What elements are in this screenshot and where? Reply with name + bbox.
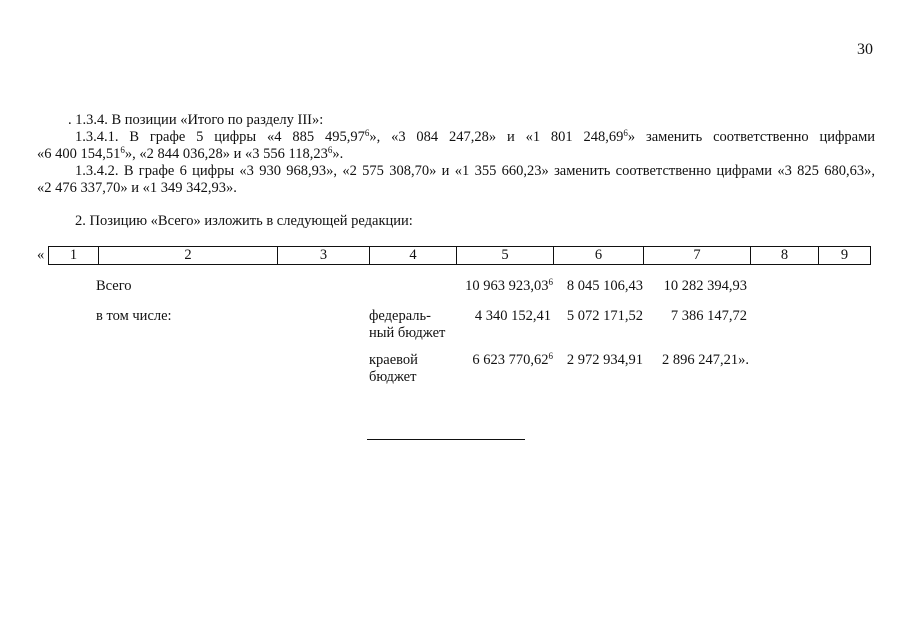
header-col-2: 2 [99, 247, 278, 265]
row-total-col7: 10 282 394,93 [663, 278, 747, 294]
header-col-1: 1 [49, 247, 99, 265]
column-number-header [48, 246, 871, 265]
closing-rule [367, 439, 525, 440]
header-col-6: 6 [554, 247, 644, 265]
paragraph-line-1: 1.3.4.2. В графе 6 цифры «3 930 968,93», «2 575 308,70» и «1 355 660,23» заменить соответственно цифрами «3 825 680,63», [75, 163, 875, 179]
row-total-col6: 8 045 106,43 [566, 278, 643, 294]
paragraph-1-3-4-2 [37, 163, 875, 197]
row-label-including: в том числе: [96, 308, 172, 324]
paragraph-text: 1.3.4. В позиции «Итого по разделу III»: [75, 112, 324, 128]
header-col-8: 8 [751, 247, 819, 265]
header-col-9: 9 [819, 247, 871, 265]
paragraph-1-3-4-1 [37, 129, 875, 163]
header-col-3: 3 [278, 247, 370, 265]
row-federal-col5: 4 340 152,41 [474, 308, 551, 324]
header-col-7: 7 [644, 247, 751, 265]
bullet-mark: . [68, 112, 72, 128]
row-regional-col6: 2 972 934,91 [566, 352, 643, 368]
row-federal-col4: федераль- ный бюджет [369, 308, 446, 341]
row-regional-col7: 2 896 247,21». [662, 352, 749, 368]
paragraph-2: 2. Позицию «Всего» изложить в следующей редакции: [75, 213, 413, 229]
row-regional-col4: краевой бюджет [369, 352, 418, 385]
header-col-4: 4 [370, 247, 457, 265]
row-federal-col6: 5 072 171,52 [566, 308, 643, 324]
header-col-5: 5 [457, 247, 554, 265]
row-federal-col7: 7 386 147,72 [670, 308, 747, 324]
page-number: 30 [857, 41, 873, 58]
row-total-col5: 10 963 923,03$^6$ [465, 277, 553, 294]
paragraph-line-1: 1.3.4.1. В графе 5 цифры «4 885 495,97$^6$», «3 084 247,28» и «1 801 248,69$^6$» заменить соответственно цифрами [75, 128, 876, 145]
table-open-quote: « [37, 247, 45, 263]
paragraph-1-3-4 [68, 112, 323, 129]
paragraph-line-2: «6 400 154,51$^6$», «2 844 036,28» и «3 556 118,23$^6$». [37, 145, 344, 162]
paragraph-line-2: «2 476 337,70» и «1 349 342,93». [37, 180, 237, 196]
row-regional-col5: 6 623 770,62$^6$ [472, 351, 553, 368]
row-label-total: Всего [96, 278, 132, 294]
